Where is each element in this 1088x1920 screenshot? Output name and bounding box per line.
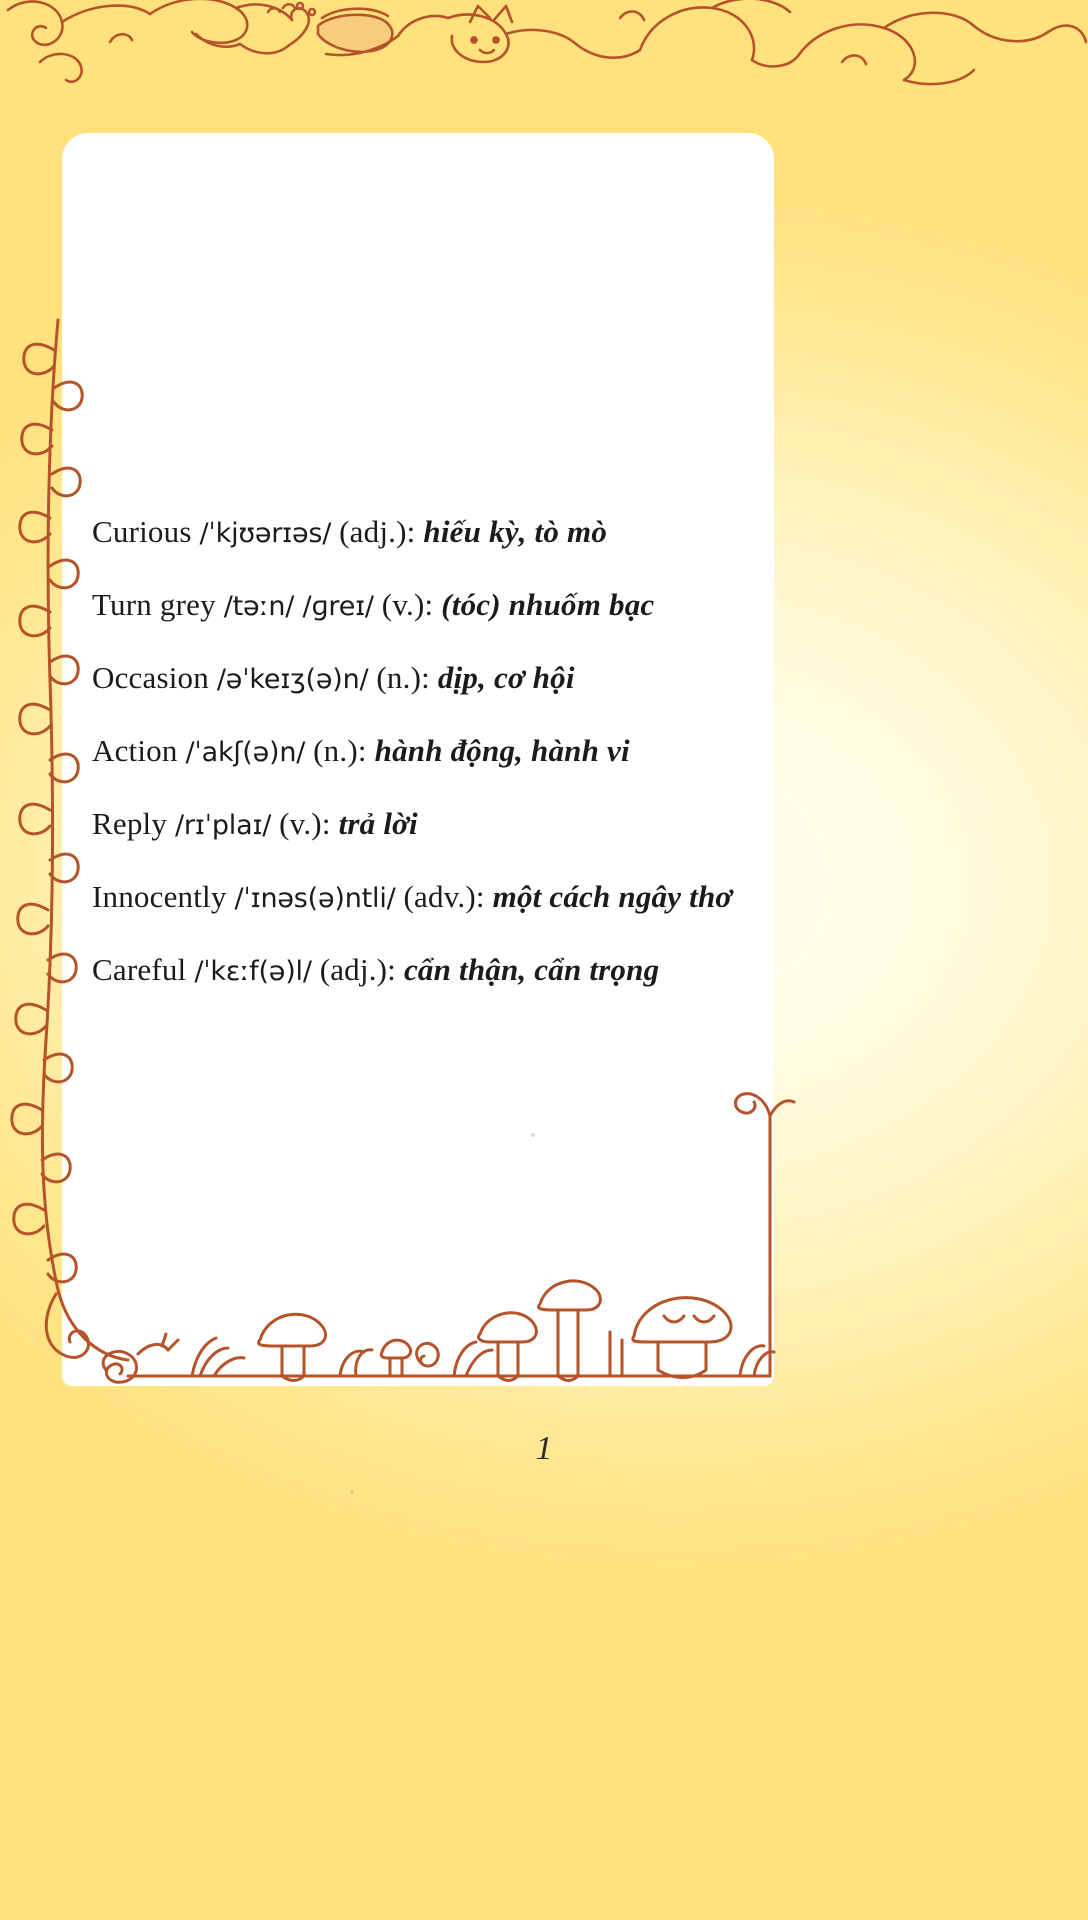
entry-part-of-speech: (adv.): bbox=[403, 879, 485, 914]
entry-ipa: /ˈkɛːf(ə)l/ bbox=[194, 956, 312, 987]
entry-ipa: /rɪˈplaɪ/ bbox=[175, 810, 272, 841]
cats-illustration-icon bbox=[0, 0, 1088, 92]
entry-meaning: (tóc) nhuốm bạc bbox=[441, 587, 655, 622]
page-number: 1 bbox=[535, 1430, 553, 1467]
vocabulary-entry bbox=[92, 881, 764, 912]
paper-speck bbox=[531, 1133, 535, 1137]
entry-part-of-speech: (adj.): bbox=[319, 952, 396, 987]
entry-meaning: dịp, cơ hội bbox=[437, 660, 575, 695]
entry-ipa: /əˈkeɪʒ(ə)n/ bbox=[216, 664, 369, 695]
entry-ipa: /təːn/ /ɡreɪ/ bbox=[223, 591, 374, 622]
left-vine-stem bbox=[42, 320, 58, 1290]
vocabulary-entry bbox=[92, 589, 764, 620]
entry-part-of-speech: (v.): bbox=[279, 806, 331, 841]
entry-word: Reply bbox=[92, 806, 168, 841]
vocabulary-entry bbox=[92, 808, 764, 839]
top-border-decoration bbox=[0, 0, 1088, 92]
entry-meaning: cẩn thận, cẩn trọng bbox=[403, 952, 660, 987]
entry-part-of-speech: (v.): bbox=[381, 587, 434, 622]
entry-word: Careful bbox=[92, 952, 187, 987]
entry-part-of-speech: (n.): bbox=[376, 660, 430, 695]
vocabulary-entry bbox=[92, 516, 764, 547]
entry-word: Action bbox=[92, 733, 178, 768]
entry-ipa: /ˈɪnəs(ə)ntli/ bbox=[234, 883, 396, 914]
vocabulary-entry bbox=[92, 735, 764, 766]
vocabulary-entry bbox=[92, 954, 764, 985]
entry-meaning: trả lời bbox=[338, 806, 418, 841]
entry-meaning: một cách ngây thơ bbox=[492, 879, 733, 914]
entry-part-of-speech: (n.): bbox=[313, 733, 367, 768]
entry-ipa: /ˈkjʊərɪəs/ bbox=[199, 518, 332, 549]
entry-word: Occasion bbox=[92, 660, 209, 695]
vocabulary-entry bbox=[92, 662, 764, 693]
entry-word: Curious bbox=[92, 514, 192, 549]
entry-meaning: hành động, hành vi bbox=[374, 733, 630, 768]
vocabulary-list bbox=[92, 516, 764, 985]
entry-word: Innocently bbox=[92, 879, 227, 914]
entry-word: Turn grey bbox=[92, 587, 216, 622]
paper-speck bbox=[350, 1490, 354, 1494]
entry-meaning: hiếu kỳ, tò mò bbox=[423, 514, 608, 549]
entry-part-of-speech: (adj.): bbox=[339, 514, 416, 549]
entry-ipa: /ˈakʃ(ə)n/ bbox=[185, 737, 306, 768]
